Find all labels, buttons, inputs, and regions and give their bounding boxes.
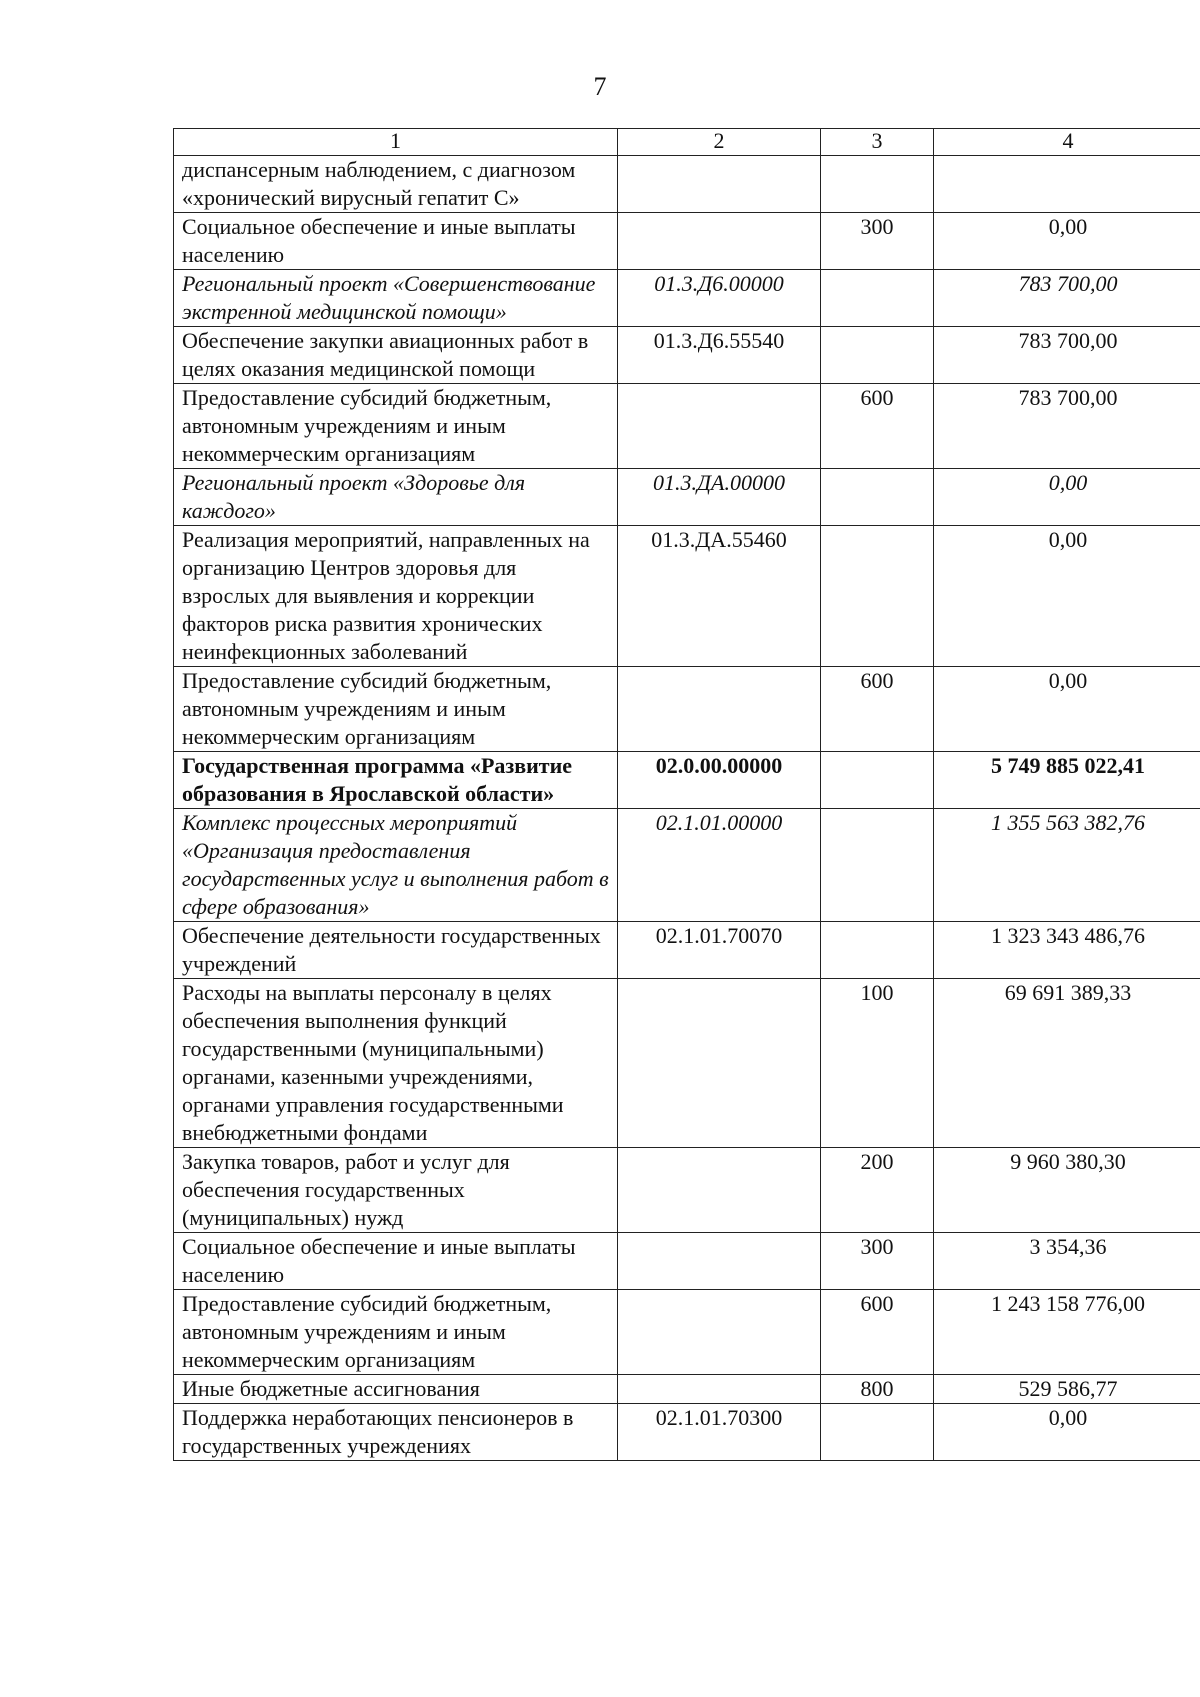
row-amount: 0,00 [934, 213, 1200, 270]
budget-table [173, 128, 1200, 1461]
row-expense-type [821, 752, 934, 809]
row-expense-type: 600 [821, 384, 934, 469]
row-amount: 1 323 343 486,76 [934, 922, 1200, 979]
row-amount: 1 355 563 382,76 [934, 809, 1200, 922]
table-row [174, 384, 1200, 469]
row-name: Предоставление субсидий бюджетным, автономным учреждениям и иным некоммерческим организациям [174, 384, 618, 469]
row-amount: 1 243 158 776,00 [934, 1290, 1200, 1375]
row-code [618, 1148, 821, 1233]
table-row [174, 667, 1200, 752]
row-code: 02.0.00.00000 [618, 752, 821, 809]
row-expense-type [821, 809, 934, 922]
table-row [174, 1148, 1200, 1233]
row-amount: 0,00 [934, 526, 1200, 667]
row-amount: 69 691 389,33 [934, 979, 1200, 1148]
row-code: 02.1.01.00000 [618, 809, 821, 922]
row-name: Государственная программа «Развитие образования в Ярославской области» [174, 752, 618, 809]
table-row [174, 809, 1200, 922]
table-row [174, 156, 1200, 213]
column-header-1: 1 [174, 129, 618, 156]
row-code: 01.3.ДА.00000 [618, 469, 821, 526]
row-name: Социальное обеспечение и иные выплаты населению [174, 213, 618, 270]
row-name: Обеспечение деятельности государственных учреждений [174, 922, 618, 979]
row-expense-type [821, 922, 934, 979]
row-name: Обеспечение закупки авиационных работ в целях оказания медицинской помощи [174, 327, 618, 384]
table-body [174, 156, 1200, 1461]
row-expense-type [821, 1404, 934, 1461]
table-row [174, 1404, 1200, 1461]
row-amount: 0,00 [934, 667, 1200, 752]
row-code [618, 667, 821, 752]
row-code: 02.1.01.70300 [618, 1404, 821, 1461]
row-amount: 0,00 [934, 469, 1200, 526]
row-name: Расходы на выплаты персоналу в целях обеспечения выполнения функций государственными (муниципальными) органами, казенными учреждениями, органами управления государственными внебюджетными фондами [174, 979, 618, 1148]
row-name: Реализация мероприятий, направленных на организацию Центров здоровья для взрослых для выявления и коррекции факторов риска развития хронических неинфекционных заболеваний [174, 526, 618, 667]
row-name: диспансерным наблюдением, с диагнозом «хронический вирусный гепатит С» [174, 156, 618, 213]
row-expense-type [821, 469, 934, 526]
row-name: Предоставление субсидий бюджетным, автономным учреждениям и иным некоммерческим организациям [174, 1290, 618, 1375]
row-code [618, 1290, 821, 1375]
table-row [174, 1290, 1200, 1375]
row-code: 01.3.Д6.55540 [618, 327, 821, 384]
row-amount: 529 586,77 [934, 1375, 1200, 1404]
row-code [618, 213, 821, 270]
row-expense-type: 600 [821, 1290, 934, 1375]
table-row [174, 922, 1200, 979]
row-amount: 783 700,00 [934, 384, 1200, 469]
row-code [618, 1375, 821, 1404]
row-name: Иные бюджетные ассигнования [174, 1375, 618, 1404]
row-code [618, 979, 821, 1148]
row-name: Региональный проект «Совершенствование экстренной медицинской помощи» [174, 270, 618, 327]
row-name: Предоставление субсидий бюджетным, автономным учреждениям и иным некоммерческим организациям [174, 667, 618, 752]
table-row [174, 469, 1200, 526]
table-row [174, 1233, 1200, 1290]
row-expense-type: 800 [821, 1375, 934, 1404]
row-amount: 9 960 380,30 [934, 1148, 1200, 1233]
row-expense-type: 300 [821, 1233, 934, 1290]
column-header-3: 3 [821, 129, 934, 156]
row-expense-type [821, 327, 934, 384]
row-expense-type: 300 [821, 213, 934, 270]
row-code [618, 1233, 821, 1290]
row-amount: 3 354,36 [934, 1233, 1200, 1290]
row-name: Поддержка неработающих пенсионеров в государственных учреждениях [174, 1404, 618, 1461]
table-row [174, 526, 1200, 667]
row-expense-type [821, 526, 934, 667]
table-row [174, 213, 1200, 270]
table-row [174, 327, 1200, 384]
row-name: Закупка товаров, работ и услуг для обеспечения государственных (муниципальных) нужд [174, 1148, 618, 1233]
row-amount: 783 700,00 [934, 270, 1200, 327]
column-header-4: 4 [934, 129, 1200, 156]
row-code: 02.1.01.70070 [618, 922, 821, 979]
row-code [618, 156, 821, 213]
row-name: Социальное обеспечение и иные выплаты населению [174, 1233, 618, 1290]
column-header-2: 2 [618, 129, 821, 156]
table-row [174, 270, 1200, 327]
row-code [618, 384, 821, 469]
row-expense-type [821, 270, 934, 327]
table-header-row [174, 129, 1200, 156]
table-row [174, 1375, 1200, 1404]
row-name: Региональный проект «Здоровье для каждого» [174, 469, 618, 526]
table-row [174, 979, 1200, 1148]
row-expense-type: 100 [821, 979, 934, 1148]
row-amount: 0,00 [934, 1404, 1200, 1461]
row-name: Комплекс процессных мероприятий «Организация предоставления государственных услуг и выполнения работ в сфере образования» [174, 809, 618, 922]
row-expense-type: 600 [821, 667, 934, 752]
row-code: 01.3.Д6.00000 [618, 270, 821, 327]
page-number: 7 [593, 72, 607, 101]
row-amount: 5 749 885 022,41 [934, 752, 1200, 809]
row-amount [934, 156, 1200, 213]
row-amount: 783 700,00 [934, 327, 1200, 384]
row-expense-type: 200 [821, 1148, 934, 1233]
table-row [174, 752, 1200, 809]
row-code: 01.3.ДА.55460 [618, 526, 821, 667]
row-expense-type [821, 156, 934, 213]
